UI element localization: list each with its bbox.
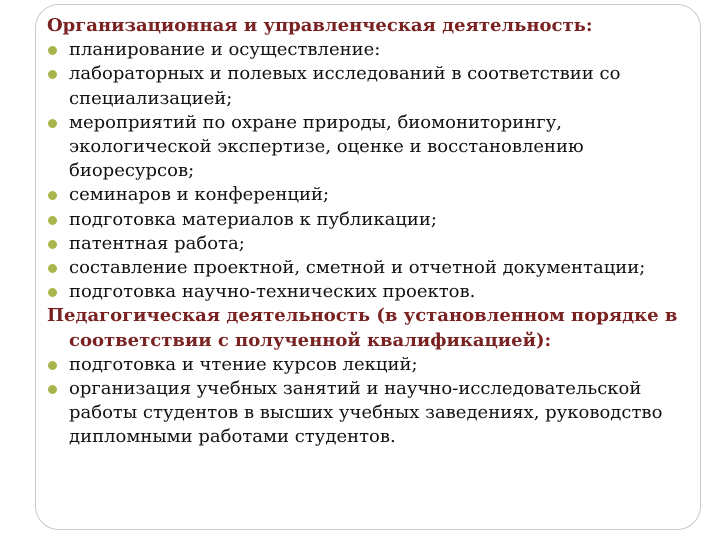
list-item-text: мероприятий по охране природы, биомониторингу, экологической экспертизе, оценке и восстановлению биоресурсов; bbox=[69, 111, 584, 182]
list-item bbox=[47, 280, 697, 304]
bullet-icon bbox=[48, 216, 57, 225]
bullet-icon bbox=[48, 119, 57, 128]
bullet-icon bbox=[48, 361, 57, 370]
list-item-text: патентная работа; bbox=[69, 232, 245, 254]
list-item bbox=[47, 111, 697, 184]
list-item bbox=[47, 256, 697, 280]
bullet-icon bbox=[48, 288, 57, 297]
list-item-text: составление проектной, сметной и отчетной документации; bbox=[69, 257, 646, 279]
list-item-text: планирование и осуществление: bbox=[69, 39, 381, 61]
list-item bbox=[47, 377, 697, 450]
list-item-text: подготовка материалов к публикации; bbox=[69, 208, 437, 230]
list-item bbox=[47, 38, 697, 62]
bullet-icon bbox=[48, 46, 57, 55]
list-item bbox=[47, 232, 697, 256]
bullet-icon bbox=[48, 240, 57, 249]
list-item-text: семинаров и конференций; bbox=[69, 184, 330, 206]
organizational-list bbox=[47, 38, 697, 304]
bullet-icon bbox=[48, 385, 57, 394]
slide-content bbox=[47, 14, 697, 450]
bullet-icon bbox=[48, 191, 57, 200]
list-item bbox=[47, 353, 697, 377]
list-item-text: подготовка научно-технических проектов. bbox=[69, 281, 476, 303]
list-item bbox=[47, 208, 697, 232]
section-heading-pedagogical: Педагогическая деятельность (в установленном порядке в соответствии с полученной квалификацией): bbox=[47, 305, 678, 351]
list-item-text: лабораторных и полевых исследований в соответствии со специализацией; bbox=[69, 63, 621, 109]
list-item-text: подготовка и чтение курсов лекций; bbox=[69, 353, 418, 375]
bullet-icon bbox=[48, 70, 57, 79]
pedagogical-list bbox=[47, 353, 697, 450]
section-heading-organizational: Организационная и управленческая деятельность: bbox=[47, 15, 593, 36]
list-item bbox=[47, 62, 697, 110]
list-item bbox=[47, 183, 697, 207]
bullet-icon bbox=[48, 264, 57, 273]
list-item-text: организация учебных занятий и научно-исследовательской работы студентов в высших учебных заведениях, руководство дипломными работами студентов. bbox=[69, 378, 663, 448]
